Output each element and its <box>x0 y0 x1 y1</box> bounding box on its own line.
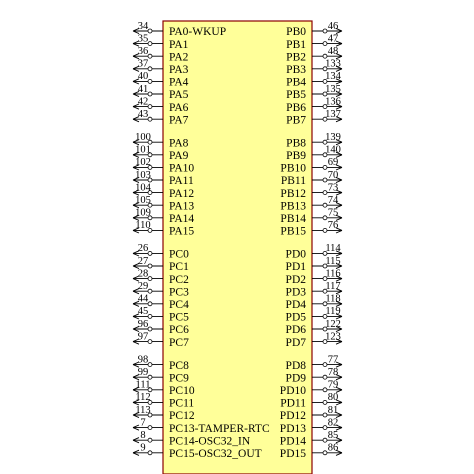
pin-name: PA2 <box>169 51 189 64</box>
pin-endpoint <box>148 438 152 442</box>
pin-number: 136 <box>325 96 341 108</box>
pin-number: 137 <box>325 109 341 120</box>
pin-number: 117 <box>325 281 341 292</box>
pin-number: 40 <box>137 71 149 83</box>
pin-name: PA6 <box>169 101 189 114</box>
pin-name: PB4 <box>286 76 306 89</box>
pin-name: PA3 <box>169 64 189 76</box>
pin-number: 140 <box>325 144 341 156</box>
pin-endpoint <box>323 191 327 195</box>
pin-endpoint <box>323 388 327 392</box>
pin-endpoint <box>148 251 152 255</box>
pin-number: 115 <box>325 255 341 267</box>
pin-number: 133 <box>325 58 341 70</box>
pin-name: PB15 <box>280 225 306 238</box>
pin-endpoint <box>323 165 327 169</box>
pin-number: 139 <box>325 132 341 143</box>
pin-name: PC11 <box>169 397 195 410</box>
pin-endpoint <box>148 426 152 430</box>
pin-name: PB3 <box>286 64 306 76</box>
pin-name: PA1 <box>169 38 189 51</box>
pin-endpoint <box>148 327 152 331</box>
pin-number: 116 <box>325 268 341 280</box>
pin-number: 69 <box>327 157 339 169</box>
pin-number: 26 <box>137 243 149 255</box>
pin-name: PD0 <box>285 248 306 261</box>
pin-number: 97 <box>137 331 149 343</box>
pin-name: PD7 <box>285 336 306 349</box>
pin-number: 48 <box>327 46 339 57</box>
pin-name: PC7 <box>169 336 189 349</box>
pin-endpoint <box>148 42 152 46</box>
pin-name: PB7 <box>286 114 306 127</box>
pin-endpoint <box>323 438 327 442</box>
pin-name: PD10 <box>279 385 306 397</box>
pin-number: 37 <box>137 58 149 70</box>
pin-name: PA14 <box>169 213 195 225</box>
pin-number: 85 <box>327 430 339 441</box>
pin-name: PC4 <box>169 299 189 311</box>
pin-name: PD13 <box>279 422 306 435</box>
pin-name: PC2 <box>169 273 189 286</box>
pin-name: PB9 <box>286 150 306 162</box>
pin-name: PB8 <box>286 137 306 150</box>
pin-endpoint <box>148 314 152 318</box>
pin-number: 113 <box>135 404 151 416</box>
pin-number: 28 <box>137 268 149 280</box>
pin-name: PB14 <box>280 213 306 225</box>
pin-name: PC8 <box>169 359 189 372</box>
pin-number: 41 <box>137 83 149 95</box>
pin-endpoint <box>148 29 152 33</box>
pin-number: 27 <box>137 255 149 267</box>
pin-endpoint <box>148 92 152 96</box>
pin-endpoint <box>323 228 327 232</box>
pin-endpoint <box>148 117 152 121</box>
pin-number: 70 <box>327 169 339 181</box>
pin-name: PA5 <box>169 89 189 102</box>
pin-endpoint <box>148 79 152 83</box>
pin-name: PC1 <box>169 261 189 274</box>
pin-number: 105 <box>135 195 151 206</box>
pin-name: PB2 <box>286 51 306 64</box>
pin-name: PC5 <box>169 311 189 324</box>
pin-name: PA13 <box>169 200 195 213</box>
pin-number: 78 <box>327 367 339 378</box>
pin-name: PB6 <box>286 101 306 114</box>
pin-name: PC12 <box>169 410 195 423</box>
pin-name: PA11 <box>169 175 194 188</box>
pin-endpoint <box>148 277 152 281</box>
pin-number: 86 <box>327 442 339 454</box>
pin-endpoint <box>323 216 327 220</box>
pin-number: 9 <box>140 442 146 454</box>
pin-number: 74 <box>327 195 339 206</box>
pin-number: 111 <box>135 379 151 391</box>
pin-name: PA0-WKUP <box>169 26 227 39</box>
pin-name: PD8 <box>285 359 306 372</box>
pin-number: 79 <box>327 379 339 391</box>
pin-number: 96 <box>137 318 149 330</box>
pin-number: 100 <box>135 132 151 143</box>
pin-name: PD4 <box>285 299 306 311</box>
pin-number: 44 <box>137 293 149 305</box>
pin-name: PA15 <box>169 225 195 238</box>
pin-name: PA9 <box>169 150 189 162</box>
pin-endpoint <box>323 54 327 58</box>
pin-number: 81 <box>327 404 339 416</box>
pin-name: PD5 <box>285 311 306 324</box>
pin-endpoint <box>323 42 327 46</box>
pin-endpoint <box>148 264 152 268</box>
pin-endpoint <box>323 400 327 404</box>
pin-endpoint <box>148 105 152 109</box>
pin-name: PB1 <box>286 38 306 51</box>
pin-endpoint <box>148 289 152 293</box>
pin-number: 82 <box>327 417 339 429</box>
pin-name: PD9 <box>285 372 306 385</box>
pin-number: 75 <box>327 207 339 219</box>
pin-name: PB5 <box>286 89 306 102</box>
pin-name: PC0 <box>169 248 189 261</box>
pin-name: PB13 <box>280 200 306 213</box>
pin-endpoint <box>323 375 327 379</box>
pin-number: 118 <box>325 293 341 305</box>
pin-name: PB10 <box>280 162 306 175</box>
pin-number: 109 <box>135 207 151 219</box>
pin-number: 73 <box>327 182 339 194</box>
pin-number: 110 <box>135 220 151 232</box>
pin-number: 43 <box>137 109 149 120</box>
pin-name: PA10 <box>169 162 195 175</box>
pin-number: 102 <box>135 157 151 169</box>
pin-name: PC10 <box>169 385 195 397</box>
pin-number: 42 <box>137 96 149 108</box>
pin-endpoint <box>148 54 152 58</box>
pin-name: PD6 <box>285 324 306 337</box>
pin-endpoint <box>148 375 152 379</box>
pin-name: PC3 <box>169 286 189 299</box>
pin-name: PA7 <box>169 114 189 127</box>
pin-name: PA8 <box>169 137 189 150</box>
pin-endpoint <box>148 451 152 455</box>
pin-name: PD3 <box>285 286 306 299</box>
pin-number: 114 <box>325 243 341 255</box>
pin-name: PD2 <box>285 273 306 286</box>
pin-number: 104 <box>135 182 151 194</box>
pin-name: PC9 <box>169 372 189 385</box>
pin-name: PD11 <box>280 397 306 410</box>
pin-number: 134 <box>325 71 341 83</box>
pin-number: 46 <box>327 20 339 32</box>
pin-endpoint <box>323 178 327 182</box>
pin-number: 122 <box>325 318 341 330</box>
pin-endpoint <box>148 67 152 71</box>
pin-number: 135 <box>325 83 341 95</box>
pin-number: 36 <box>137 46 149 57</box>
pin-number: 80 <box>327 392 339 404</box>
pin-number: 76 <box>327 220 339 232</box>
pin-number: 8 <box>140 430 146 441</box>
pin-number: 98 <box>137 354 149 366</box>
pin-number: 77 <box>327 354 339 366</box>
pin-name: PB11 <box>280 175 306 188</box>
pin-name: PC15-OSC32_OUT <box>169 448 262 460</box>
pin-number: 112 <box>135 392 151 404</box>
pin-endpoint <box>323 451 327 455</box>
pin-number: 99 <box>137 367 149 378</box>
pin-endpoint <box>148 363 152 367</box>
pin-name: PA12 <box>169 187 195 200</box>
pin-name: PD15 <box>279 448 306 460</box>
pin-number: 7 <box>140 417 146 429</box>
pin-number: 29 <box>137 281 149 292</box>
pin-endpoint <box>323 426 327 430</box>
pin-number: 47 <box>327 33 339 45</box>
pin-endpoint <box>148 302 152 306</box>
pin-number: 101 <box>135 144 151 156</box>
pin-name: PC6 <box>169 324 189 337</box>
pin-name: PD1 <box>285 261 306 274</box>
pin-endpoint <box>323 203 327 207</box>
pin-name: PB0 <box>286 26 306 39</box>
pin-name: PB12 <box>280 187 306 200</box>
pin-endpoint <box>323 413 327 417</box>
pin-name: PD14 <box>279 435 306 448</box>
pin-endpoint <box>148 340 152 344</box>
pin-number: 45 <box>137 306 149 318</box>
pin-name: PC14-OSC32_IN <box>169 435 251 448</box>
pin-name: PD12 <box>279 410 306 423</box>
pin-name: PA4 <box>169 76 189 89</box>
pin-number: 34 <box>137 20 149 32</box>
pin-number: 103 <box>135 169 151 181</box>
pin-endpoint <box>323 29 327 33</box>
pin-endpoint <box>323 363 327 367</box>
pin-number: 119 <box>325 306 341 318</box>
pin-name: PC13-TAMPER-RTC <box>169 422 270 435</box>
pin-number: 35 <box>137 33 149 45</box>
pin-number: 123 <box>325 331 341 343</box>
